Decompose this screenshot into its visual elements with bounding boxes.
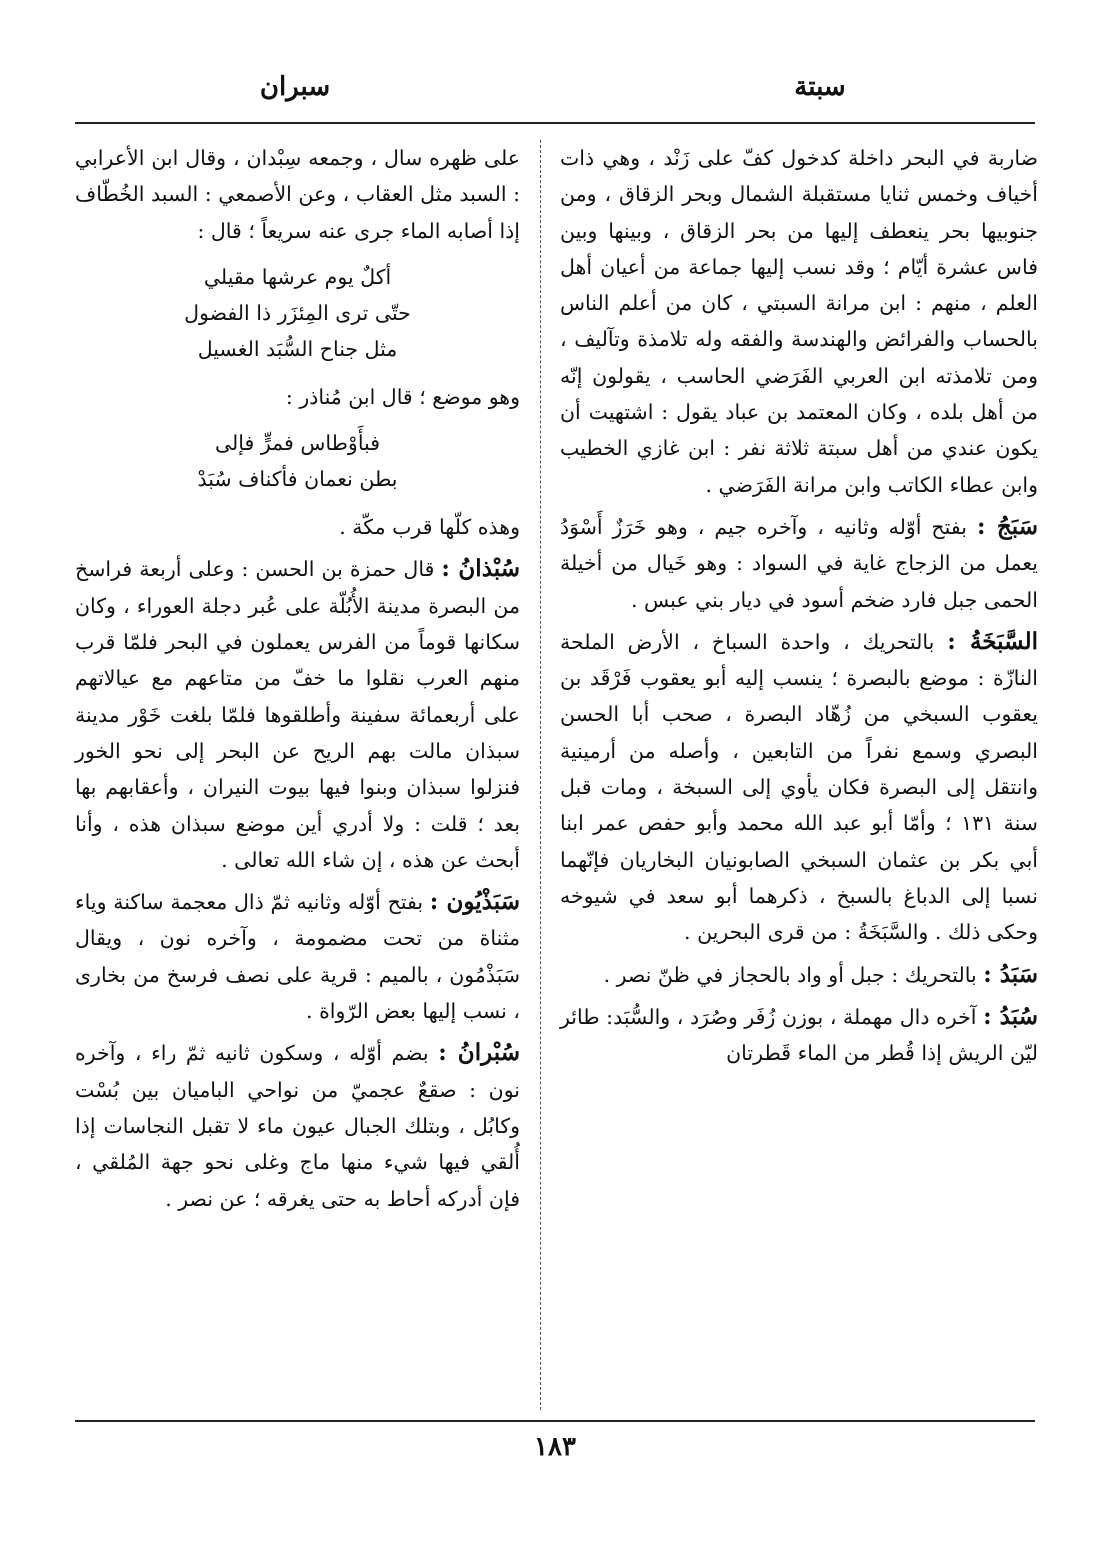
entry-sabad (560, 957, 1038, 993)
poem-block (75, 425, 520, 497)
poem-line: مثل جناح السُّبَد الغسيل (197, 336, 398, 361)
header-rule (75, 122, 1035, 124)
entry-text: بالتحريك ، واحدة السباخ ، الأرض الملحة النازّة : موضع بالبصرة ؛ ينسب إليه أبو يعقوب فَرْقَد بن يعقوب السبخي من زُهّاد البصرة ، صحب أبا الحسن البصري وسمع نفراً من التابعين ، وأصله من أرمينية وانتقل إلى البصرة فكان يأوي إلى السبخة ، ومات قبل سنة ١٣١ ؛ وأمّا أبو عبد الله محمد وأبو حفص عمر ابنا أبي بكر بن عثمان السبخي الصابونيان البخاريان فإنّهما نسبا إلى الدباغ بالسبخ ، ذكرهما أبو سعد في شيوخه وحكى ذلك . والسَّبَخَةُ : من قرى البحرين . (560, 629, 1038, 945)
poem-line: حتّى ترى المِئزَر ذا الفضول (184, 300, 411, 325)
poem-line: أكلٌ يوم عرشها مقيلي (203, 264, 392, 289)
entry-headword: سُبْرانُ : (438, 1039, 520, 1067)
entry-text: بفتح أوّله وثانيه ، وآخره جيم ، وهو خَرَزٌ أَسْوَدُ يعمل من الزجاج غاية في السواد : وهو خَيال من أخيلة الحمى جبل فارد ضخم أسود في ديار بني عبس . (560, 514, 1038, 612)
entry-headword: سَبَذْيُون : (429, 888, 520, 916)
entry-headword: السَّبَخَةُ : (947, 627, 1038, 655)
closing-sentence: وهذه كلّها قرب مكّة . (339, 515, 520, 540)
entry-sabadhyun (75, 884, 520, 1029)
entry-text: آخره دال مهملة ، بوزن زُفَر وصُرَد ، والسُّبَد: طائر ليّن الريش إذا قُطر من الماء قَطرتان (560, 1004, 1038, 1066)
left-column (75, 140, 520, 1217)
entry-text: بفتح أوّله وثانيه ثمّ ذال معجمة ساكنة وياء مثناة من تحت مضمومة ، وآخره نون ، ويقال سَبَذْمُون ، بالميم : قرية على نصف فرسخ من بخارى ، نسب إليها بعض الرّواة . (75, 890, 520, 1024)
running-head-right: سبتة (794, 72, 846, 102)
entry-text: بضم أوّله ، وسكون ثانيه ثمّ راء ، وآخره نون : صقعٌ عجميّ من نواحي الباميان بين بُسْت وكابُل ، وبتلك الجبال عيون ماء لا تقبل النجاسات إذا أُلقي فيها شيء منها ماج وغلى نحو جهة المُلقي ، فإن أدركه أحاط به حتى يغرقه ؛ عن نصر . (75, 1041, 520, 1211)
entry-subdhan (75, 551, 520, 878)
entry-text: قال حمزة بن الحسن : وعلى أربعة فراسخ من البصرة مدينة الأُبُلّة على عُبر دجلة العوراء ، وكان سكانها قوماً من الفرس يعملون في البحر فلمّا قرب منهم العرب نقلوا ما خفّ من متاعهم مع عيالاتهم على أربعمائة سفينة وأطلقوها فلمّا بلغت خَوْر مدينة سبذان مالت بهم الريح عن البحر إلى نحو الخور فنزلوا سبذان وبنوا فيها بيوت النيران ، وأعقابهم بها بعد ؛ قلت : ولا أدري أين موضع سبذان هذه ، وأنا أبحث عن هذه ، إن شاء الله تعالى . (75, 557, 520, 872)
continuation-paragraph: على ظهره سال ، وجمعه سِبْدان ، وقال ابن الأعرابي : السبد مثل العقاب ، وعن الأصمعي : السبد الخُطّاف إذا أصابه الماء جرى عنه سريعاً ؛ قال : (75, 146, 520, 243)
column-divider (540, 140, 541, 1410)
entry-headword: سُبْذانُ : (441, 555, 520, 583)
poem-block (75, 259, 520, 367)
right-column (560, 140, 1038, 1071)
poem-line: فبأَوْطاس فمرٍّ فإلى (214, 431, 381, 456)
entry-headword: سَبَدُ : (983, 960, 1038, 988)
entry-text: بالتحريك : جبل أو واد بالحجاز في ظنّ نصر . (603, 962, 977, 987)
entry-subad (560, 999, 1038, 1072)
footer-rule (75, 1420, 1035, 1422)
poem-line: بطن نعمان فأكناف سُبَدْ (197, 467, 398, 492)
running-head-left: سبران (259, 72, 331, 102)
entry-sabakha (560, 624, 1038, 951)
entry-headword: سُبَدُ : (983, 1002, 1038, 1030)
continuation-paragraph: ضاربة في البحر داخلة كدخول كفّ على زَنْد ، وهي ذات أخياف وخمس ثنايا مستقبلة الشمال وبحر الزقاق ، ومن جنوبيها بحر ينعطف إليها من بحر الزقاق ، وبينها وبين فاس عشرة أيّام ؛ وقد نسب إليها جماعة من أعيان أهل العلم ، منهم : ابن مرانة السبتي ، كان من أعلم الناس بالحساب والفرائض والهندسة والفقه وله تلامذة وتآليف ، ومن تلامذته ابن العربي الفَرَضي الحاسب ، يقولون إنّه من أهل بلده ، وكان المعتمد بن عباد يقول : اشتهيت أن يكون عندي من أهل سبتة ثلاثة نفر : ابن غازي الخطيب وابن عطاء الكاتب وابن مرانة الفَرَضي . (560, 146, 1038, 497)
entry-sabaj (560, 509, 1038, 618)
page-number: ١٨٣ (534, 1432, 576, 1462)
entry-headword: سَبَجُ : (976, 512, 1038, 540)
entry-subran (75, 1035, 520, 1216)
poem-intro: وهو موضع ؛ قال ابن مُناذر : (285, 384, 520, 409)
